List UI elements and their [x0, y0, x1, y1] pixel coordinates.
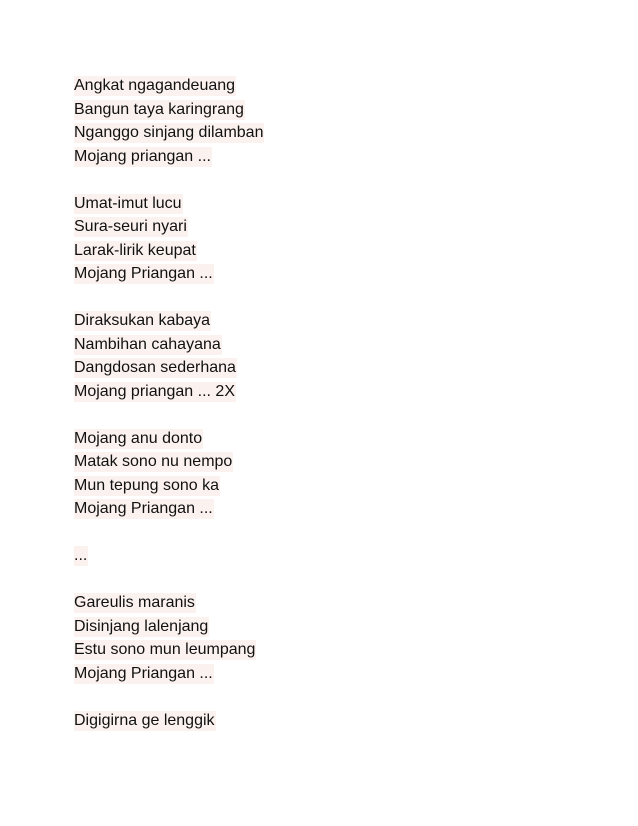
lyric-line	[74, 145, 554, 169]
stanza-4	[74, 427, 554, 521]
lyric-text: Disinjang lalenjang	[74, 617, 209, 635]
lyric-line	[74, 356, 554, 380]
lyric-line	[74, 497, 554, 521]
lyric-text: Mojang priangan ... 2X	[74, 382, 235, 400]
stanza-7	[74, 709, 554, 733]
lyric-line	[74, 98, 554, 122]
lyric-line	[74, 427, 554, 451]
lyric-text: ...	[74, 547, 88, 564]
lyric-text: Sura-seuri nyari	[74, 218, 187, 235]
lyric-text: Mun tepung sono ka	[74, 476, 219, 494]
stanza-5	[74, 544, 554, 568]
lyric-line	[74, 638, 554, 662]
lyric-line	[74, 591, 554, 615]
lyric-text: Gareulis maranis	[74, 594, 195, 611]
lyric-line	[74, 380, 554, 404]
lyric-line	[74, 615, 554, 639]
lyric-text: Diraksukan kabaya	[74, 312, 211, 329]
lyric-text: Mojang Priangan ...	[74, 664, 213, 682]
lyric-line	[74, 662, 554, 686]
lyric-line	[74, 450, 554, 474]
lyric-line	[74, 309, 554, 333]
lyric-line	[74, 239, 554, 263]
stanza-1	[74, 74, 554, 168]
lyric-text: Mojang Priangan ...	[74, 265, 213, 282]
stanza-2	[74, 192, 554, 286]
lyrics-body	[74, 74, 554, 756]
lyric-text: Digigirna ge lenggik	[74, 711, 215, 729]
lyric-line	[74, 74, 554, 98]
lyric-text: Mojang priangan ...	[74, 147, 211, 165]
lyric-text: Mojang anu donto	[74, 429, 203, 447]
lyric-text: Nganggo sinjang dilamban	[74, 124, 264, 141]
lyric-line	[74, 474, 554, 498]
lyric-line	[74, 215, 554, 239]
lyric-text: Bangun taya karingrang	[74, 100, 244, 118]
lyric-line	[74, 333, 554, 357]
stanza-3	[74, 309, 554, 403]
lyric-text: Nambihan cahayana	[74, 335, 221, 353]
lyric-text: Dangdosan sederhana	[74, 359, 236, 376]
lyric-text: Mojang Priangan ...	[74, 500, 213, 517]
lyric-text: Angkat ngagandeuang	[74, 77, 236, 94]
stanza-6	[74, 591, 554, 685]
lyric-text: Larak-lirik keupat	[74, 241, 196, 259]
lyric-line	[74, 709, 554, 733]
lyric-line	[74, 192, 554, 216]
lyric-line	[74, 121, 554, 145]
lyric-text: Umat-imut lucu	[74, 194, 182, 212]
lyric-text: Estu sono mun leumpang	[74, 641, 256, 658]
lyric-line	[74, 262, 554, 286]
lyric-line	[74, 544, 554, 568]
lyric-text: Matak sono nu nempo	[74, 453, 233, 470]
